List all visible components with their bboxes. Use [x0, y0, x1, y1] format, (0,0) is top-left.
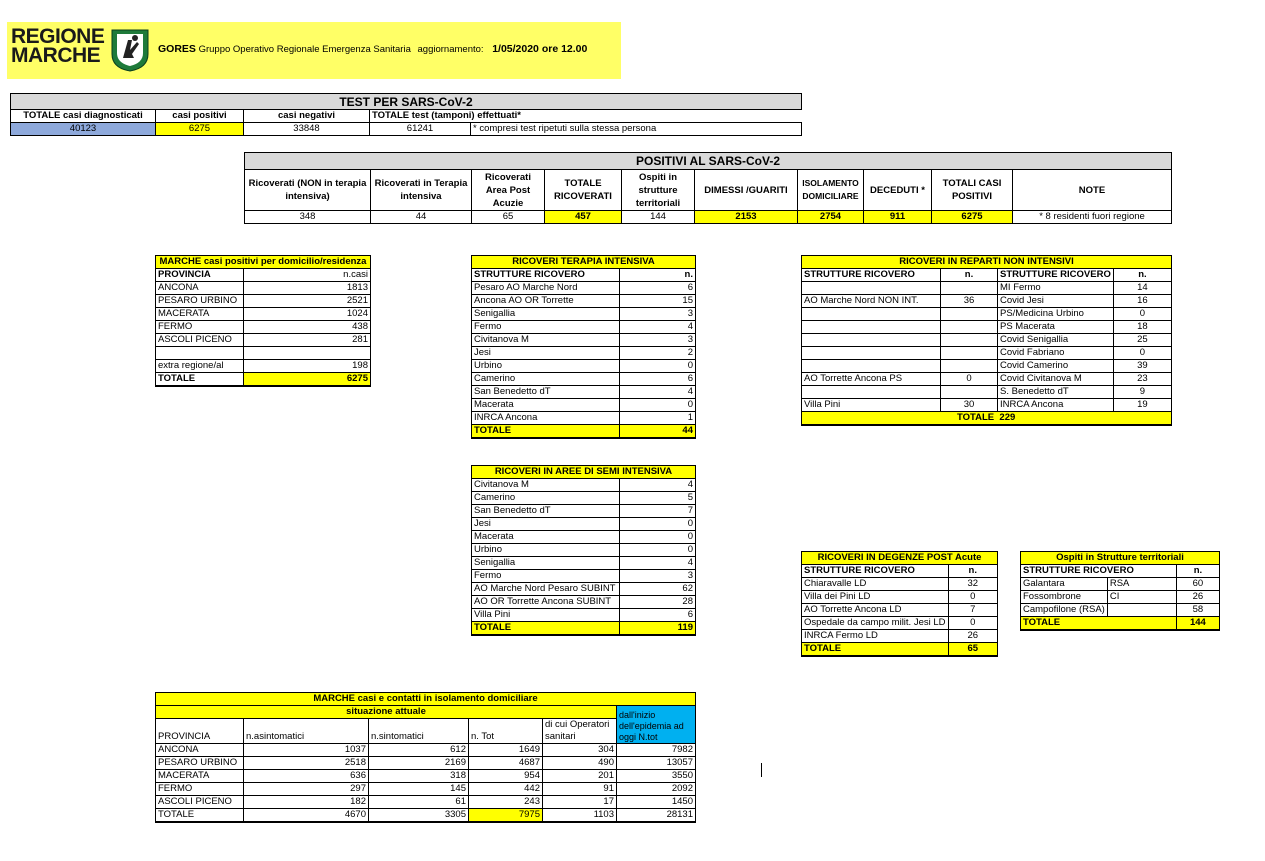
isolamento-table	[155, 692, 696, 823]
ti-row-value: 1	[620, 412, 696, 425]
test-header-totale: TOTALE casi diagnosticati	[11, 110, 156, 123]
isolamento-row	[156, 757, 696, 770]
isolamento-cell: 91	[543, 783, 617, 796]
post-total-label: TOTALE	[802, 643, 949, 657]
isolamento-cell: 201	[543, 770, 617, 783]
provincia-row-label: ANCONA	[156, 282, 244, 295]
nonint-row-value-2: 9	[1113, 386, 1171, 399]
semi-row-label: Civitanova M	[472, 479, 620, 492]
ti-row-label: Pesaro AO Marche Nord	[472, 282, 620, 295]
isolamento-cell: 1649	[469, 744, 543, 757]
ospiti-row-value: 60	[1176, 578, 1219, 591]
provincia-row-label: FERMO	[156, 321, 244, 334]
org-line: GORES Gruppo Operativo Regionale Emergenza Sanitaria aggiornamento: 1/05/2020 ore 12.00	[158, 43, 588, 55]
positivi-value: 2754	[798, 211, 864, 224]
positivi-value: 44	[371, 211, 472, 224]
isolamento-cell: 1037	[244, 744, 369, 757]
isolamento-cell: 243	[469, 796, 543, 809]
positivi-value: 457	[545, 211, 622, 224]
test-header-positivi: casi positivi	[156, 110, 244, 123]
provincia-total-label: TOTALE	[156, 373, 244, 387]
ti-row	[472, 412, 696, 425]
nonint-row	[802, 308, 1172, 321]
ospiti-total-value: 144	[1176, 617, 1219, 631]
isolamento-cell: 17	[543, 796, 617, 809]
nonint-row-label-1	[802, 308, 941, 321]
ti-row	[472, 386, 696, 399]
semi-row-value: 0	[620, 544, 696, 557]
ti-row	[472, 360, 696, 373]
nonint-row	[802, 373, 1172, 386]
post-row-label: AO Torrette Ancona LD	[802, 604, 949, 617]
positivi-header: Ospiti in strutture territoriali	[622, 170, 695, 211]
provincia-row-value: 1024	[244, 308, 371, 321]
provincia-row	[156, 347, 371, 360]
positivi-value: * 8 residenti fuori regione	[1013, 211, 1172, 224]
nonint-row	[802, 282, 1172, 295]
isolamento-header-sint: n.sintomatici	[369, 719, 469, 744]
post-row	[802, 604, 998, 617]
provincia-table	[155, 255, 371, 387]
nonint-row-label-1	[802, 360, 941, 373]
provincia-row-label: MACERATA	[156, 308, 244, 321]
semi-table	[471, 465, 696, 636]
provincia-row-value: 438	[244, 321, 371, 334]
nonint-row-value-2: 25	[1113, 334, 1171, 347]
nonint-row	[802, 295, 1172, 308]
header-banner	[7, 22, 621, 79]
semi-total-value: 119	[620, 622, 696, 636]
positivi-header: Ricoverati Area Post Acuzie	[472, 170, 545, 211]
ti-table	[471, 255, 696, 439]
nonint-row-label-1: AO Marche Nord NON INT.	[802, 295, 941, 308]
nonint-row-label-1: Villa Pini	[802, 399, 941, 412]
nonint-title: RICOVERI IN REPARTI NON INTENSIVI	[802, 256, 1172, 269]
ti-row-value: 4	[620, 386, 696, 399]
post-title: RICOVERI IN DEGENZE POST Acute	[802, 552, 998, 565]
test-header-tamponi: TOTALE test (tamponi) effettuati*	[370, 110, 802, 123]
provincia-row	[156, 295, 371, 308]
test-table	[10, 93, 802, 136]
test-note: * compresi test ripetuti sulla stessa persona	[471, 123, 802, 136]
semi-row-value: 4	[620, 557, 696, 570]
ospiti-row-type: RSA	[1107, 578, 1176, 591]
semi-row-value: 6	[620, 609, 696, 622]
ti-row-value: 15	[620, 295, 696, 308]
positivi-table	[244, 152, 1172, 224]
nonint-row-label-2: Covid Civitanova M	[998, 373, 1114, 386]
region-logo-text: REGIONE MARCHE	[11, 25, 105, 67]
positivi-header: TOTALI CASI POSITIVI	[932, 170, 1013, 211]
ospiti-row	[1021, 604, 1220, 617]
provincia-row-label	[156, 347, 244, 360]
ti-row-value: 0	[620, 399, 696, 412]
positivi-header: Ricoverati in Terapia intensiva	[371, 170, 472, 211]
ti-row-value: 2	[620, 347, 696, 360]
isolamento-total-cell: 4670	[244, 809, 369, 823]
positivi-header: ISOLAMENTO DOMICILIARE	[798, 170, 864, 211]
semi-row	[472, 596, 696, 609]
isolamento-row	[156, 783, 696, 796]
provincia-row	[156, 360, 371, 373]
nonint-row-label-1: AO Torrette Ancona PS	[802, 373, 941, 386]
provincia-row	[156, 308, 371, 321]
isolamento-header-cumulative: dall'inizio dell'epidemia ad oggi N.tot	[617, 706, 696, 744]
ospiti-row-name: Fossombrone	[1021, 591, 1108, 604]
test-value-totale: 40123	[11, 123, 156, 136]
isolamento-row	[156, 796, 696, 809]
nonint-row-label-1	[802, 321, 941, 334]
nonint-header-n-2: n.	[1113, 269, 1171, 282]
post-row-value: 7	[948, 604, 997, 617]
ti-row	[472, 321, 696, 334]
ospiti-row-value: 26	[1176, 591, 1219, 604]
isolamento-cell: 4687	[469, 757, 543, 770]
isolamento-cell: 61	[369, 796, 469, 809]
nonint-row-value-2: 23	[1113, 373, 1171, 386]
isolamento-cell: 182	[244, 796, 369, 809]
isolamento-cell: 297	[244, 783, 369, 796]
provincia-title: MARCHE casi positivi per domicilio/residenza	[156, 256, 371, 269]
nonint-row-label-1	[802, 347, 941, 360]
semi-row	[472, 609, 696, 622]
nonint-row-label-2: MI Fermo	[998, 282, 1114, 295]
nonint-row-value-1: 30	[941, 399, 998, 412]
positivi-header: DECEDUTI *	[864, 170, 932, 211]
nonint-row-value-2: 16	[1113, 295, 1171, 308]
positivi-value: 65	[472, 211, 545, 224]
positivi-header: DIMESSI /GUARITI	[695, 170, 798, 211]
ti-row-value: 4	[620, 321, 696, 334]
semi-row-value: 62	[620, 583, 696, 596]
ti-row	[472, 308, 696, 321]
positivi-header: Ricoverati (NON in terapia intensiva)	[245, 170, 371, 211]
positivi-value: 144	[622, 211, 695, 224]
ospiti-row-value: 58	[1176, 604, 1219, 617]
nonint-row-value-1: 0	[941, 373, 998, 386]
ti-row-label: Urbino	[472, 360, 620, 373]
semi-row-label: Jesi	[472, 518, 620, 531]
semi-row-label: Camerino	[472, 492, 620, 505]
positivi-value: 911	[864, 211, 932, 224]
post-header-strutture: STRUTTURE RICOVERO	[802, 565, 949, 578]
isolamento-row	[156, 770, 696, 783]
semi-total-label: TOTALE	[472, 622, 620, 636]
ospiti-total-label: TOTALE	[1021, 617, 1177, 631]
text-cursor	[761, 763, 762, 777]
ti-row	[472, 399, 696, 412]
positivi-header: TOTALE RICOVERATI	[545, 170, 622, 211]
positivi-title: POSITIVI AL SARS-CoV-2	[245, 153, 1172, 170]
provincia-row-label: PESARO URBINO	[156, 295, 244, 308]
nonint-row-value-2: 14	[1113, 282, 1171, 295]
ti-row	[472, 347, 696, 360]
post-row-value: 26	[948, 630, 997, 643]
isolamento-row	[156, 744, 696, 757]
nonint-header-strutture-1: STRUTTURE RICOVERO	[802, 269, 941, 282]
ti-total-value: 44	[620, 425, 696, 439]
nonint-row	[802, 321, 1172, 334]
semi-row	[472, 583, 696, 596]
nonint-row-label-1	[802, 386, 941, 399]
nonint-row-value-1: 36	[941, 295, 998, 308]
isolamento-title: MARCHE casi e contatti in isolamento domiciliare	[156, 693, 696, 706]
ti-row-value: 6	[620, 282, 696, 295]
semi-row-value: 0	[620, 531, 696, 544]
ospiti-header-strutture: STRUTTURE RICOVERO	[1021, 565, 1177, 578]
ti-title: RICOVERI TERAPIA INTENSIVA	[472, 256, 696, 269]
nonint-row-label-2: Covid Fabriano	[998, 347, 1114, 360]
ti-row	[472, 373, 696, 386]
nonint-row-label-1	[802, 334, 941, 347]
isolamento-cell: 2092	[617, 783, 696, 796]
ti-row	[472, 282, 696, 295]
post-row	[802, 630, 998, 643]
nonint-table	[801, 255, 1172, 426]
ti-row-label: San Benedetto dT	[472, 386, 620, 399]
nonint-row-value-2: 19	[1113, 399, 1171, 412]
isolamento-cell: ANCONA	[156, 744, 244, 757]
isolamento-cell: 2169	[369, 757, 469, 770]
semi-row	[472, 518, 696, 531]
ti-header-strutture: STRUTTURE RICOVERO	[472, 269, 620, 282]
isolamento-total-cell: 28131	[617, 809, 696, 823]
semi-row-value: 0	[620, 518, 696, 531]
semi-row-label: Fermo	[472, 570, 620, 583]
isolamento-cell: 3550	[617, 770, 696, 783]
semi-row-label: Villa Pini	[472, 609, 620, 622]
isolamento-cell: 1450	[617, 796, 696, 809]
ti-row	[472, 295, 696, 308]
positivi-value: 6275	[932, 211, 1013, 224]
semi-row	[472, 479, 696, 492]
isolamento-cell: ASCOLI PICENO	[156, 796, 244, 809]
provincia-row-value: 198	[244, 360, 371, 373]
provincia-row-value	[244, 347, 371, 360]
positivi-value: 348	[245, 211, 371, 224]
nonint-row-label-2: INRCA Ancona	[998, 399, 1114, 412]
post-row-label: INRCA Fermo LD	[802, 630, 949, 643]
isolamento-subtitle: situazione attuale	[156, 706, 617, 719]
region-shield-icon	[110, 28, 150, 72]
isolamento-cell: 612	[369, 744, 469, 757]
nonint-row-value-1	[941, 360, 998, 373]
ti-row-label: Fermo	[472, 321, 620, 334]
isolamento-cell: MACERATA	[156, 770, 244, 783]
post-row	[802, 591, 998, 604]
semi-row	[472, 492, 696, 505]
test-header-negativi: casi negativi	[244, 110, 370, 123]
isolamento-cell: FERMO	[156, 783, 244, 796]
ospiti-table	[1020, 551, 1220, 631]
semi-row	[472, 531, 696, 544]
ospiti-row-name: Campofilone (RSA)	[1021, 604, 1108, 617]
isolamento-cell: 304	[543, 744, 617, 757]
ospiti-title: Ospiti in Strutture territoriali	[1021, 552, 1220, 565]
semi-row	[472, 557, 696, 570]
isolamento-total-cell: 3305	[369, 809, 469, 823]
nonint-row	[802, 360, 1172, 373]
nonint-row-label-1	[802, 282, 941, 295]
semi-row	[472, 505, 696, 518]
ti-row-value: 3	[620, 334, 696, 347]
nonint-row-value-2: 18	[1113, 321, 1171, 334]
positivi-value: 2153	[695, 211, 798, 224]
nonint-header-strutture-2: STRUTTURE RICOVERO	[998, 269, 1114, 282]
ti-row-label: Jesi	[472, 347, 620, 360]
nonint-row-label-2: PS Macerata	[998, 321, 1114, 334]
ospiti-row	[1021, 591, 1220, 604]
ospiti-row-type	[1107, 604, 1176, 617]
semi-row	[472, 570, 696, 583]
semi-row-value: 7	[620, 505, 696, 518]
test-title: TEST PER SARS-CoV-2	[11, 94, 802, 110]
ti-row-value: 6	[620, 373, 696, 386]
ti-row-value: 0	[620, 360, 696, 373]
semi-row-value: 4	[620, 479, 696, 492]
nonint-row	[802, 386, 1172, 399]
post-row	[802, 617, 998, 630]
post-row-value: 32	[948, 578, 997, 591]
semi-row-label: Macerata	[472, 531, 620, 544]
nonint-row-value-1	[941, 334, 998, 347]
nonint-row	[802, 334, 1172, 347]
isolamento-cell: 490	[543, 757, 617, 770]
isolamento-total-cell: TOTALE	[156, 809, 244, 823]
semi-row-label: AO OR Torrette Ancona SUBINT	[472, 596, 620, 609]
semi-row-value: 5	[620, 492, 696, 505]
nonint-row-value-1	[941, 282, 998, 295]
post-row-label: Villa dei Pini LD	[802, 591, 949, 604]
isolamento-header-operatori: di cui Operatori sanitari	[543, 719, 617, 744]
test-value-tamponi: 61241	[370, 123, 471, 136]
nonint-row-label-2: Covid Senigallia	[998, 334, 1114, 347]
provincia-row-value: 2521	[244, 295, 371, 308]
isolamento-cell: 145	[369, 783, 469, 796]
ti-row-label: Camerino	[472, 373, 620, 386]
post-row	[802, 578, 998, 591]
ti-row-label: Senigallia	[472, 308, 620, 321]
isolamento-total-cell: 1103	[543, 809, 617, 823]
isolamento-header-asint: n.asintomatici	[244, 719, 369, 744]
isolamento-cell: 13057	[617, 757, 696, 770]
semi-row-label: Senigallia	[472, 557, 620, 570]
ospiti-header-n: n.	[1176, 565, 1219, 578]
ti-row-value: 3	[620, 308, 696, 321]
post-row-label: Ospedale da campo milit. Jesi LD	[802, 617, 949, 630]
ti-header-n: n.	[620, 269, 696, 282]
isolamento-cell: 2518	[244, 757, 369, 770]
nonint-total: TOTALE 229	[802, 412, 1172, 426]
nonint-row-value-2: 39	[1113, 360, 1171, 373]
nonint-row	[802, 399, 1172, 412]
provincia-row-label: extra regione/al	[156, 360, 244, 373]
provincia-row	[156, 282, 371, 295]
nonint-row-value-2: 0	[1113, 308, 1171, 321]
isolamento-cell: PESARO URBINO	[156, 757, 244, 770]
ti-row-label: Ancona AO OR Torrette	[472, 295, 620, 308]
post-row-label: Chiaravalle LD	[802, 578, 949, 591]
post-table	[801, 551, 998, 657]
nonint-row-value-1	[941, 321, 998, 334]
provincia-total-value: 6275	[244, 373, 371, 387]
nonint-row-label-2: Covid Camerino	[998, 360, 1114, 373]
isolamento-cell: 7982	[617, 744, 696, 757]
nonint-header-n-1: n.	[941, 269, 998, 282]
nonint-row-label-2: PS/Medicina Urbino	[998, 308, 1114, 321]
isolamento-header-tot: n. Tot	[469, 719, 543, 744]
test-value-positivi: 6275	[156, 123, 244, 136]
semi-row-label: San Benedetto dT	[472, 505, 620, 518]
semi-row-label: AO Marche Nord Pesaro SUBINT	[472, 583, 620, 596]
nonint-row-value-1	[941, 347, 998, 360]
ti-row-label: Civitanova M	[472, 334, 620, 347]
provincia-row-value: 281	[244, 334, 371, 347]
ncasi-header: n.casi	[244, 269, 371, 282]
positivi-header: NOTE	[1013, 170, 1172, 211]
semi-row-value: 28	[620, 596, 696, 609]
semi-title: RICOVERI IN AREE DI SEMI INTENSIVA	[472, 466, 696, 479]
provincia-row-value: 1813	[244, 282, 371, 295]
provincia-header: PROVINCIA	[156, 269, 244, 282]
isolamento-header-provincia: PROVINCIA	[156, 719, 244, 744]
nonint-row-label-2: Covid Jesi	[998, 295, 1114, 308]
nonint-row	[802, 347, 1172, 360]
ospiti-row-type: CI	[1107, 591, 1176, 604]
post-total-value: 65	[948, 643, 997, 657]
isolamento-cell: 318	[369, 770, 469, 783]
isolamento-cell: 636	[244, 770, 369, 783]
isolamento-cell: 442	[469, 783, 543, 796]
post-row-value: 0	[948, 591, 997, 604]
nonint-row-value-1	[941, 386, 998, 399]
ospiti-row	[1021, 578, 1220, 591]
post-row-value: 0	[948, 617, 997, 630]
ti-row	[472, 334, 696, 347]
semi-row-value: 3	[620, 570, 696, 583]
provincia-row-label: ASCOLI PICENO	[156, 334, 244, 347]
provincia-row	[156, 321, 371, 334]
post-header-n: n.	[948, 565, 997, 578]
semi-row	[472, 544, 696, 557]
ti-row-label: INRCA Ancona	[472, 412, 620, 425]
nonint-row-value-1	[941, 308, 998, 321]
test-value-negativi: 33848	[244, 123, 370, 136]
isolamento-cell: 954	[469, 770, 543, 783]
ti-total-label: TOTALE	[472, 425, 620, 439]
isolamento-total-cell: 7975	[469, 809, 543, 823]
nonint-row-label-2: S. Benedetto dT	[998, 386, 1114, 399]
semi-row-label: Urbino	[472, 544, 620, 557]
ti-row-label: Macerata	[472, 399, 620, 412]
ospiti-row-name: Galantara	[1021, 578, 1108, 591]
provincia-row	[156, 334, 371, 347]
nonint-row-value-2: 0	[1113, 347, 1171, 360]
